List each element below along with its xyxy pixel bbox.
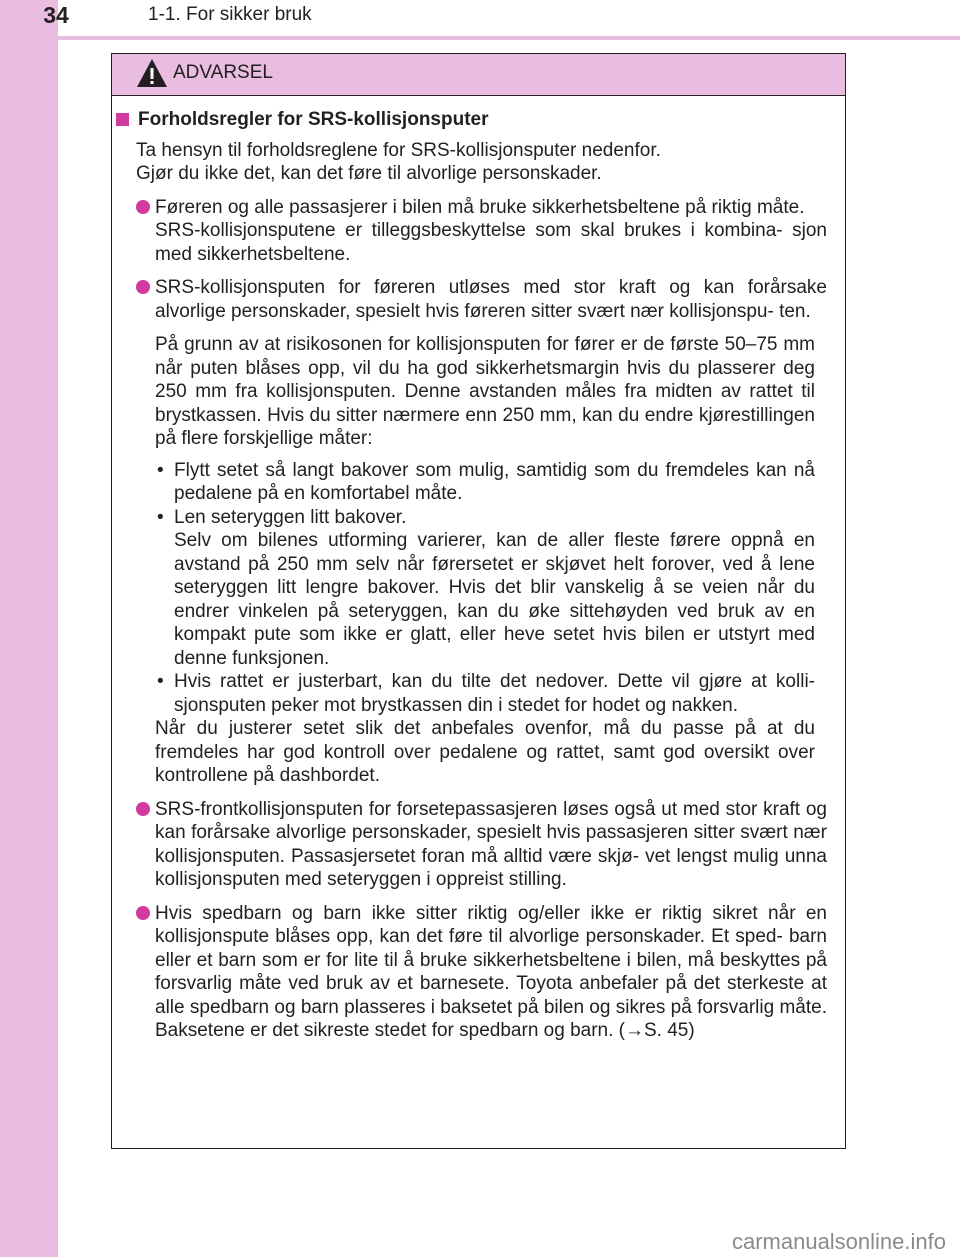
watermark: carmanualsonline.info: [731, 1229, 946, 1254]
dash-bullet: •: [157, 459, 164, 481]
warning-header: [112, 54, 845, 96]
bullet-text: Hvis spedbarn og barn ikke sitter riktig og/eller ikke er riktig sikret når en kollisjonspute blåses opp, kan det føre til alvorlige personskader. Et sped- barn eller et barn som er for lite til å bruke sikkerhetsbeltene i bilen, må beskyttes på forsvarlig måte ved bruk av et barnesete. Toyota anbefaler på det sterkeste at alle spedbarn og barn plasseres i baksetet på bilen og sikres på forsvarlig måte. Baksetene er det sikreste stedet for spedbarn og barn. (→S. 45): [155, 902, 827, 1041]
list-item-text: Hvis rattet er justerbart, kan du tilte det nedover. Dette vil gjøre at kolli- sjonsputen peker mot brystkassen din i stedet for hodet og nakken.: [174, 671, 815, 716]
list-item: [155, 670, 815, 717]
bullet-text: SRS-kollisjonsputene er tilleggsbeskyttelse som skal brukes i kombina- sjon med sikkerhetsbeltene.: [155, 220, 827, 265]
warning-triangle-icon: [136, 58, 168, 88]
warning-box: [111, 53, 846, 1149]
list-item: [155, 506, 815, 671]
after-paragraph: Når du justerer setet slik det anbefales ovenfor, må du passe på at du fremdeles har god kontroll over pedalene og rattet, samt god oversikt over kontrollene på dashbordet.: [155, 718, 815, 786]
list-item-text: Flytt setet så langt bakover som mulig, samtidig som du fremdeles kan nå pedalene på en komfortabel måte.: [174, 459, 815, 504]
bullet-text: SRS-frontkollisjonsputen for forsetepassasjeren løses også ut med stor kraft og kan forårsake alvorlige personskader, spesielt hvis passasjeren sitter svært nær kollisjonsputen. Passasjersetet foran må alltid være skjø- vet lengst mulig unna kollisjonsputen med seteryggen i oppreist stilling.: [155, 798, 827, 890]
warning-title: ADVARSEL: [173, 62, 273, 83]
bullet-text: Føreren og alle passasjerer i bilen må bruke sikkerhetsbeltene på riktig måte.: [155, 196, 805, 218]
bullet-text: SRS-kollisjonsputen for føreren utløses med stor kraft og kan forårsake alvorlige personskader, spesielt hvis føreren sitter svært nær kollisjonspu- ten.: [155, 277, 827, 322]
page-number: 34: [43, 2, 69, 28]
intro-line: Gjør du ikke det, kan det føre til alvorlige personskader.: [136, 163, 602, 184]
adjustment-list: [155, 459, 845, 718]
intro-text: [136, 139, 845, 186]
square-bullet-icon: [116, 113, 129, 126]
bullet-item: [136, 902, 845, 1043]
circle-bullet-icon: [136, 200, 150, 214]
side-band: [0, 0, 58, 1257]
intro-line: Ta hensyn til forholdsreglene for SRS-kollisjonsputer nedenfor.: [136, 139, 661, 161]
circle-bullet-icon: [136, 280, 150, 294]
warning-content: [112, 108, 845, 1043]
list-item-title: Len seteryggen litt bakover.: [174, 506, 407, 528]
bullet-item: [136, 196, 845, 267]
dash-bullet: •: [157, 506, 164, 528]
list-item: [155, 459, 815, 506]
warning-heading: [112, 108, 845, 132]
heading-text: Forholdsregler for SRS-kollisjonsputer: [138, 109, 489, 130]
section-title: 1-1. For sikker bruk: [148, 4, 312, 25]
distance-paragraph: På grunn av at risikosonen for kollisjonsputen for fører er de første 50–75 mm når puten blåses opp, vil du ha god sikkerhetsmargin hvis du plasserer deg 250 mm fra kollisjonsputen. Denne avstanden måles fra midten av rattet til brystkassen. Hvis du sitter nærmere enn 250 mm, kan du endre kjørestillingen på flere forskjellige måter:: [155, 334, 815, 449]
circle-bullet-icon: [136, 906, 150, 920]
circle-bullet-icon: [136, 802, 150, 816]
list-item-text: Selv om bilenes utforming varierer, kan de aller fleste førere oppnå en avstand på 250 mm selv når førersetet er skjøvet helt forover, ved å lene seteryggen litt lengre bakover. Hvis det blir vanskelig å se veien når du endrer vinkelen på seteryggen, kan du øke sittehøyden ved bruk av en kompakt pute som ikke er glatt, eller heve setet hvis bilen er utstyrt med denne funksjonen.: [174, 530, 815, 669]
bullet-item: [136, 798, 845, 892]
bullet-item: [136, 276, 845, 323]
dash-bullet: •: [157, 671, 164, 692]
